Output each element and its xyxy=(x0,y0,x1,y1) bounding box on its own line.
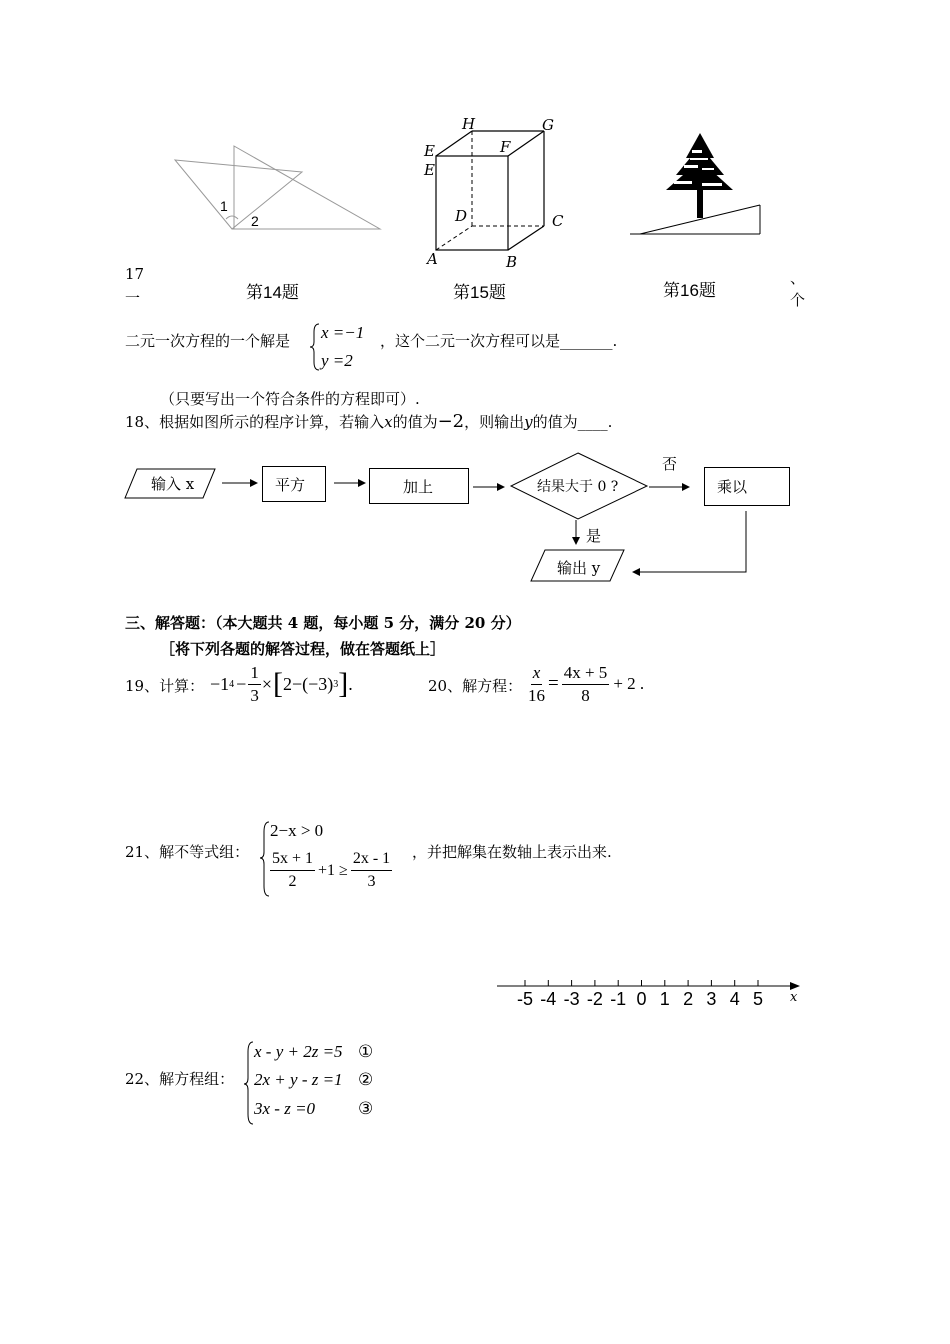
flow-add-label: 加上 xyxy=(403,477,434,496)
q22-mark-2: ② xyxy=(358,1070,374,1090)
flow-square-label: 平方 xyxy=(275,475,306,494)
q22-equation-2: 2x + y - z =1 xyxy=(254,1070,343,1089)
q17-mark-1: 、 xyxy=(790,269,806,287)
q22-mark-1: ① xyxy=(358,1042,374,1062)
q17-number: 17 xyxy=(125,265,145,283)
q21-after: ，并把解集在数轴上表示出来. xyxy=(412,843,612,861)
cube-label-E: E xyxy=(424,142,435,160)
cube-label-G: G xyxy=(542,116,554,134)
flow-multiply-label: 乘以 xyxy=(717,478,748,496)
q17-system-line-2: y =2 xyxy=(321,351,353,370)
q21-label: 21、解不等式组： xyxy=(125,843,250,861)
number-line-tick-label: -4 xyxy=(540,989,557,1009)
section3-title: 三、解答题：（本大题共 4 题，每小题 5 分，满分 20 分） xyxy=(125,614,521,632)
flow-input: 输入 x xyxy=(151,475,195,493)
cube-label-E-duplicate: E xyxy=(424,161,435,179)
number-line-tick-label: 2 xyxy=(683,989,694,1009)
q17-note: （只要写出一个符合条件的方程即可）. xyxy=(160,390,420,408)
q19-expression: −1 4 − $\frac{1}{3}$ × [ 2−(−3) 3 ] . xyxy=(210,662,353,705)
cube-label-B: B xyxy=(506,253,518,271)
cube-label-C: C xyxy=(552,212,564,230)
fig15-caption: 第15题 xyxy=(453,283,506,302)
q22-label: 22、解方程组： xyxy=(125,1070,235,1088)
fig14-angle-1: 1 xyxy=(220,198,228,214)
flow-output: 输出 y xyxy=(557,559,601,577)
q22-equation-1: x - y + 2z =5 xyxy=(254,1042,343,1061)
cube-label-D: D xyxy=(455,207,468,225)
q17-dash: 一 xyxy=(125,289,141,307)
q22-equation-3: 3x - z =0 xyxy=(254,1099,316,1118)
q17-system-line-1: x =−1 xyxy=(321,323,365,342)
number-line-tick-label: -1 xyxy=(610,989,627,1009)
fig14-caption: 第14题 xyxy=(246,283,299,302)
cube-label-F: F xyxy=(500,138,511,156)
q22-mark-3: ③ xyxy=(358,1099,374,1119)
section3-subtitle: ［将下列各题的解答过程，做在答题纸上］ xyxy=(160,640,446,658)
q20-label: 20、解方程： xyxy=(428,677,523,695)
number-line-tick-label: -3 xyxy=(563,989,580,1009)
number-line-tick-label: 5 xyxy=(752,989,764,1009)
q18-question: 18、根据如图所示的程序计算，若输入x的值为−2，则输出y的值为____. xyxy=(125,411,613,432)
q17-text-after: ，这个二元一次方程可以是_______. xyxy=(380,332,618,350)
number-line-tick-label: -2 xyxy=(586,989,603,1009)
number-line-axis-label: x xyxy=(790,990,798,1005)
flow-no-label: 否 xyxy=(662,455,678,473)
cube-label-A: A xyxy=(427,250,438,268)
cube-label-H: H xyxy=(462,115,476,133)
fig14-angle-2: 2 xyxy=(251,213,259,229)
number-line-tick-label: -5 xyxy=(516,989,534,1009)
number-line-tick-label: 0 xyxy=(636,989,647,1009)
q17-text-before: 二元一次方程的一个解是 xyxy=(125,332,291,350)
q21-line-2: $\frac{5x + 1}{2}$ +1 ≥ $\frac{2x - 1}{3}$ xyxy=(272,850,391,890)
flow-decision: 结果大于 0 ? xyxy=(537,479,619,495)
number-line-tick-label: 4 xyxy=(729,989,740,1009)
flow-yes-label: 是 xyxy=(586,527,602,545)
number-line-tick-label: 3 xyxy=(706,989,717,1009)
q17-mark-2: 个 xyxy=(790,291,806,309)
q20-expression: $\frac{x}{16}$ = $\frac{4x + 5}{8}$ + 2 . xyxy=(528,662,645,705)
fig16-caption: 第16题 xyxy=(663,281,716,300)
q19-label: 19、计算： xyxy=(125,677,205,695)
number-line-tick-label: 1 xyxy=(659,989,670,1009)
q21-line-1: 2−x > 0 xyxy=(270,821,324,840)
